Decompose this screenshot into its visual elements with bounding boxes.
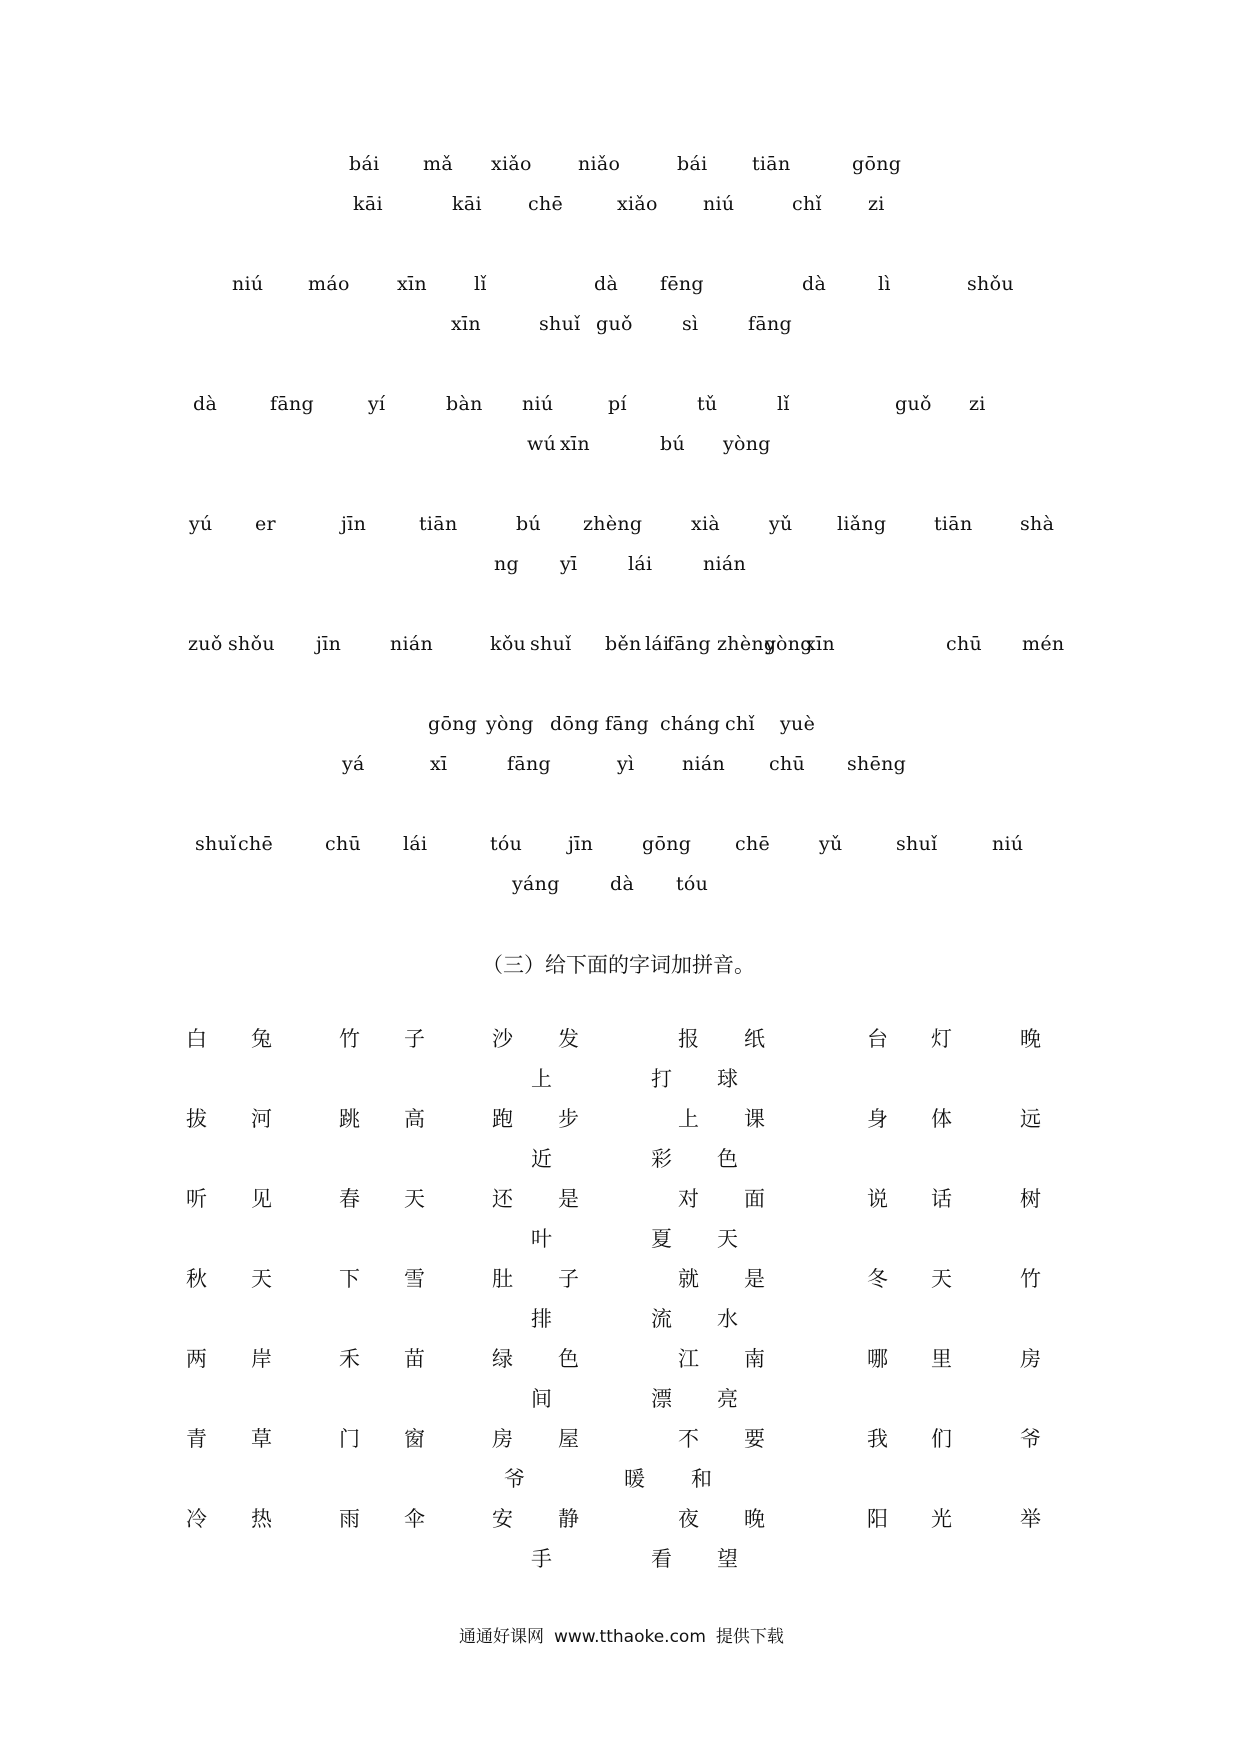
pinyin-syllable: niú (703, 193, 735, 215)
pinyin-syllable: guǒ (895, 393, 932, 415)
pinyin-syllable: yǔ (769, 513, 793, 535)
pinyin-syllable: jīn (316, 633, 342, 655)
pinyin-syllable: fāng (507, 753, 551, 775)
hanzi-character: 兔 (251, 1027, 272, 1051)
pinyin-syllable: tiān (934, 513, 973, 535)
hanzi-character: 天 (931, 1267, 952, 1291)
pinyin-syllable: shǒu (228, 633, 275, 655)
pinyin-syllable: jīn (341, 513, 367, 535)
page-footer (459, 1629, 784, 1646)
hanzi-character: 晚 (1020, 1027, 1041, 1051)
pinyin-syllable: dà (610, 873, 635, 895)
hanzi-character: 步 (558, 1107, 579, 1131)
hanzi-character: 白 (186, 1027, 207, 1051)
hanzi-character: 天 (404, 1187, 425, 1211)
pinyin-syllable: liǎng (837, 513, 887, 535)
hanzi-character: 哪 (867, 1347, 888, 1371)
hanzi-character: 亮 (717, 1387, 738, 1411)
pinyin-syllable: bú (516, 513, 541, 535)
pinyin-syllable: shuǐ (539, 313, 581, 335)
hanzi-character: 下 (339, 1267, 360, 1291)
hanzi-character: 天 (717, 1227, 738, 1251)
pinyin-syllable: zhèng (717, 633, 777, 655)
hanzi-character: 南 (744, 1347, 765, 1371)
hanzi-character: 里 (931, 1347, 952, 1371)
hanzi-character: 拔 (186, 1107, 207, 1131)
pinyin-syllable: máo (308, 273, 350, 295)
hanzi-character: 跑 (492, 1107, 513, 1131)
hanzi-character: 阳 (867, 1507, 888, 1531)
hanzi-character: 冬 (867, 1267, 888, 1291)
hanzi-character: 春 (339, 1187, 360, 1211)
hanzi-character: 竹 (1020, 1267, 1041, 1291)
pinyin-syllable: xià (691, 513, 721, 535)
pinyin-syllable: lái (628, 553, 653, 575)
pinyin-syllable: gōng (428, 713, 478, 735)
hanzi-character: 课 (744, 1107, 765, 1131)
hanzi-character: 草 (251, 1427, 272, 1451)
pinyin-syllable: xīn (397, 273, 427, 295)
hanzi-character: 远 (1020, 1107, 1041, 1131)
hanzi-character: 间 (531, 1387, 552, 1411)
hanzi-character: 天 (251, 1267, 272, 1291)
pinyin-syllable: fāng (605, 713, 649, 735)
hanzi-character: 还 (492, 1187, 513, 1211)
hanzi-character: 跳 (339, 1107, 360, 1131)
hanzi-character: 岸 (251, 1347, 272, 1371)
pinyin-syllable: shēng (847, 753, 907, 775)
hanzi-character: 话 (931, 1187, 952, 1211)
pinyin-syllable: mǎ (423, 153, 453, 175)
pinyin-syllable: yú (189, 513, 213, 535)
hanzi-character: 河 (251, 1107, 272, 1131)
pinyin-syllable: lái (403, 833, 428, 855)
hanzi-character: 流 (651, 1307, 672, 1331)
pinyin-syllable: tóu (676, 873, 709, 895)
hanzi-character: 们 (931, 1427, 952, 1451)
pinyin-syllable: yǔ (819, 833, 843, 855)
hanzi-character: 晚 (744, 1507, 765, 1531)
hanzi-character: 光 (931, 1507, 952, 1531)
pinyin-syllable: xīn (805, 633, 835, 655)
hanzi-character: 要 (744, 1427, 765, 1451)
pinyin-syllable: fāng (667, 633, 711, 655)
hanzi-character: 上 (678, 1107, 699, 1131)
hanzi-character: 体 (931, 1107, 952, 1131)
pinyin-syllable: er (255, 513, 276, 535)
hanzi-character: 色 (558, 1347, 579, 1371)
pinyin-syllable: yòng (486, 713, 534, 735)
pinyin-syllable: yí (368, 393, 386, 415)
hanzi-character: 对 (678, 1187, 699, 1211)
pinyin-syllable: fāng (270, 393, 314, 415)
pinyin-syllable: xiǎo (617, 193, 658, 215)
pinyin-syllable: chū (769, 753, 806, 775)
hanzi-character: 我 (867, 1427, 888, 1451)
pinyin-syllable: nián (703, 553, 747, 575)
pinyin-syllable: yáng (512, 873, 560, 895)
pinyin-syllable: sì (682, 313, 699, 335)
pinyin-syllable: guǒ (596, 313, 633, 335)
pinyin-syllable: bái (349, 153, 380, 175)
pinyin-syllable: chū (946, 633, 983, 655)
pinyin-syllable: shà (1020, 513, 1055, 535)
pinyin-syllable: cháng (660, 713, 721, 735)
hanzi-character: 夏 (651, 1227, 672, 1251)
pinyin-syllable: dōng (550, 713, 600, 735)
pinyin-syllable: xīn (451, 313, 481, 335)
hanzi-character: 面 (744, 1187, 765, 1211)
pinyin-syllable: zi (969, 393, 986, 415)
pinyin-syllable: fēng (660, 273, 704, 295)
pinyin-syllable: niú (232, 273, 264, 295)
hanzi-character: 安 (492, 1507, 513, 1531)
hanzi-character: 纸 (744, 1027, 765, 1051)
hanzi-character: 静 (558, 1507, 579, 1531)
pinyin-syllable: dà (594, 273, 619, 295)
hanzi-character: 望 (717, 1547, 738, 1571)
pinyin-syllable: yuè (780, 713, 816, 735)
pinyin-syllable: bàn (446, 393, 483, 415)
hanzi-character: 不 (678, 1427, 699, 1451)
pinyin-syllable: yòng (765, 633, 813, 655)
pinyin-syllable: lǐ (777, 393, 790, 415)
pinyin-syllable: kǒu (490, 633, 527, 655)
footer-site-name: 通通好课网 (459, 1627, 544, 1647)
hanzi-character: 窗 (404, 1427, 425, 1451)
pinyin-syllable: niú (992, 833, 1024, 855)
hanzi-character: 见 (251, 1187, 272, 1211)
hanzi-character: 雨 (339, 1507, 360, 1531)
pinyin-syllable: shuǐ (896, 833, 938, 855)
pinyin-syllable: bái (677, 153, 708, 175)
pinyin-syllable: lǐ (474, 273, 487, 295)
hanzi-character: 屋 (558, 1427, 579, 1451)
hanzi-character: 肚 (492, 1267, 513, 1291)
section-heading: （三）给下面的字词加拼音。 (482, 953, 755, 977)
pinyin-syllable: niú (522, 393, 554, 415)
pinyin-syllable: běn (605, 633, 642, 655)
pinyin-syllable: tiān (419, 513, 458, 535)
hanzi-character: 手 (531, 1547, 552, 1571)
hanzi-character: 江 (678, 1347, 699, 1371)
pinyin-syllable: gōng (852, 153, 902, 175)
pinyin-syllable: zuǒ (188, 633, 223, 655)
pinyin-syllable: chū (325, 833, 362, 855)
pinyin-syllable: mén (1022, 633, 1065, 655)
hanzi-character: 冷 (186, 1507, 207, 1531)
hanzi-character: 上 (531, 1067, 552, 1091)
pinyin-syllable: kāi (353, 193, 383, 215)
hanzi-character: 灯 (931, 1027, 952, 1051)
pinyin-syllable: xiǎo (491, 153, 532, 175)
pinyin-syllable: xī (430, 753, 448, 775)
hanzi-character: 发 (558, 1027, 579, 1051)
hanzi-character: 和 (691, 1467, 712, 1491)
pinyin-syllable: tóu (490, 833, 523, 855)
hanzi-character: 沙 (492, 1027, 513, 1051)
hanzi-character: 叶 (531, 1227, 552, 1251)
hanzi-character: 子 (404, 1027, 425, 1051)
pinyin-syllable: yī (560, 553, 578, 575)
pinyin-syllable: dà (193, 393, 218, 415)
pinyin-syllable: lì (878, 273, 891, 295)
hanzi-character: 水 (717, 1307, 738, 1331)
pinyin-syllable: niǎo (578, 153, 621, 175)
pinyin-syllable: chē (238, 833, 274, 855)
pinyin-syllable: lái (645, 633, 670, 655)
pinyin-syllable: chē (528, 193, 564, 215)
hanzi-character: 雪 (404, 1267, 425, 1291)
hanzi-character: 球 (717, 1067, 738, 1091)
hanzi-character: 树 (1020, 1187, 1041, 1211)
hanzi-character: 是 (744, 1267, 765, 1291)
pinyin-syllable: ng (494, 553, 519, 575)
hanzi-character: 爷 (504, 1467, 525, 1491)
pinyin-syllable: zhèng (583, 513, 643, 535)
hanzi-character: 房 (492, 1427, 513, 1451)
pinyin-syllable: nián (682, 753, 726, 775)
hanzi-character: 暖 (624, 1467, 645, 1491)
pinyin-syllable: yì (617, 753, 635, 775)
hanzi-character: 漂 (651, 1387, 672, 1411)
hanzi-character: 伞 (404, 1507, 425, 1531)
pinyin-syllable: yòng (723, 433, 771, 455)
hanzi-character: 打 (651, 1067, 672, 1091)
pinyin-syllable: xīn (560, 433, 590, 455)
pinyin-syllable: zi (868, 193, 885, 215)
pinyin-syllable: gōng (642, 833, 692, 855)
pinyin-syllable: tǔ (697, 393, 718, 415)
hanzi-character: 竹 (339, 1027, 360, 1051)
hanzi-character: 说 (867, 1187, 888, 1211)
hanzi-character: 秋 (186, 1267, 207, 1291)
pinyin-syllable: shuǐ (195, 833, 237, 855)
pinyin-syllable: nián (390, 633, 434, 655)
hanzi-character: 就 (678, 1267, 699, 1291)
hanzi-character: 报 (678, 1027, 699, 1051)
hanzi-character: 看 (651, 1547, 672, 1571)
pinyin-syllable: chǐ (792, 193, 822, 215)
pinyin-syllable: chē (735, 833, 771, 855)
pinyin-syllable: chǐ (725, 713, 755, 735)
hanzi-character: 彩 (651, 1147, 672, 1171)
pinyin-syllable: pí (608, 393, 627, 415)
hanzi-character: 两 (186, 1347, 207, 1371)
pinyin-syllable: bú (660, 433, 685, 455)
hanzi-character: 是 (558, 1187, 579, 1211)
hanzi-character: 高 (404, 1107, 425, 1131)
pinyin-syllable: wú (527, 433, 557, 455)
hanzi-character: 子 (558, 1267, 579, 1291)
hanzi-character: 排 (531, 1307, 552, 1331)
hanzi-character: 房 (1020, 1347, 1041, 1371)
hanzi-character: 色 (717, 1147, 738, 1171)
footer-suffix: 提供下载 (715, 1627, 784, 1647)
pinyin-syllable: tiān (752, 153, 791, 175)
pinyin-syllable: jīn (568, 833, 594, 855)
pinyin-syllable: yá (342, 753, 365, 775)
hanzi-character: 举 (1020, 1507, 1041, 1531)
hanzi-character: 门 (339, 1427, 360, 1451)
pinyin-syllable: kāi (452, 193, 482, 215)
hanzi-character: 身 (867, 1107, 888, 1131)
hanzi-character: 听 (186, 1187, 207, 1211)
hanzi-character: 近 (531, 1147, 552, 1171)
pinyin-syllable: shǒu (967, 273, 1014, 295)
hanzi-character: 台 (867, 1027, 888, 1051)
hanzi-character: 爷 (1020, 1427, 1041, 1451)
pinyin-syllable: fāng (748, 313, 792, 335)
hanzi-character: 绿 (492, 1347, 513, 1371)
pinyin-syllable: shuǐ (530, 633, 572, 655)
hanzi-character: 青 (186, 1427, 207, 1451)
footer-url: www.tthaoke.com (554, 1627, 706, 1647)
hanzi-character: 禾 (339, 1347, 360, 1371)
hanzi-character: 热 (251, 1507, 272, 1531)
hanzi-character: 夜 (678, 1507, 699, 1531)
pinyin-syllable: dà (802, 273, 827, 295)
hanzi-character: 苗 (404, 1347, 425, 1371)
